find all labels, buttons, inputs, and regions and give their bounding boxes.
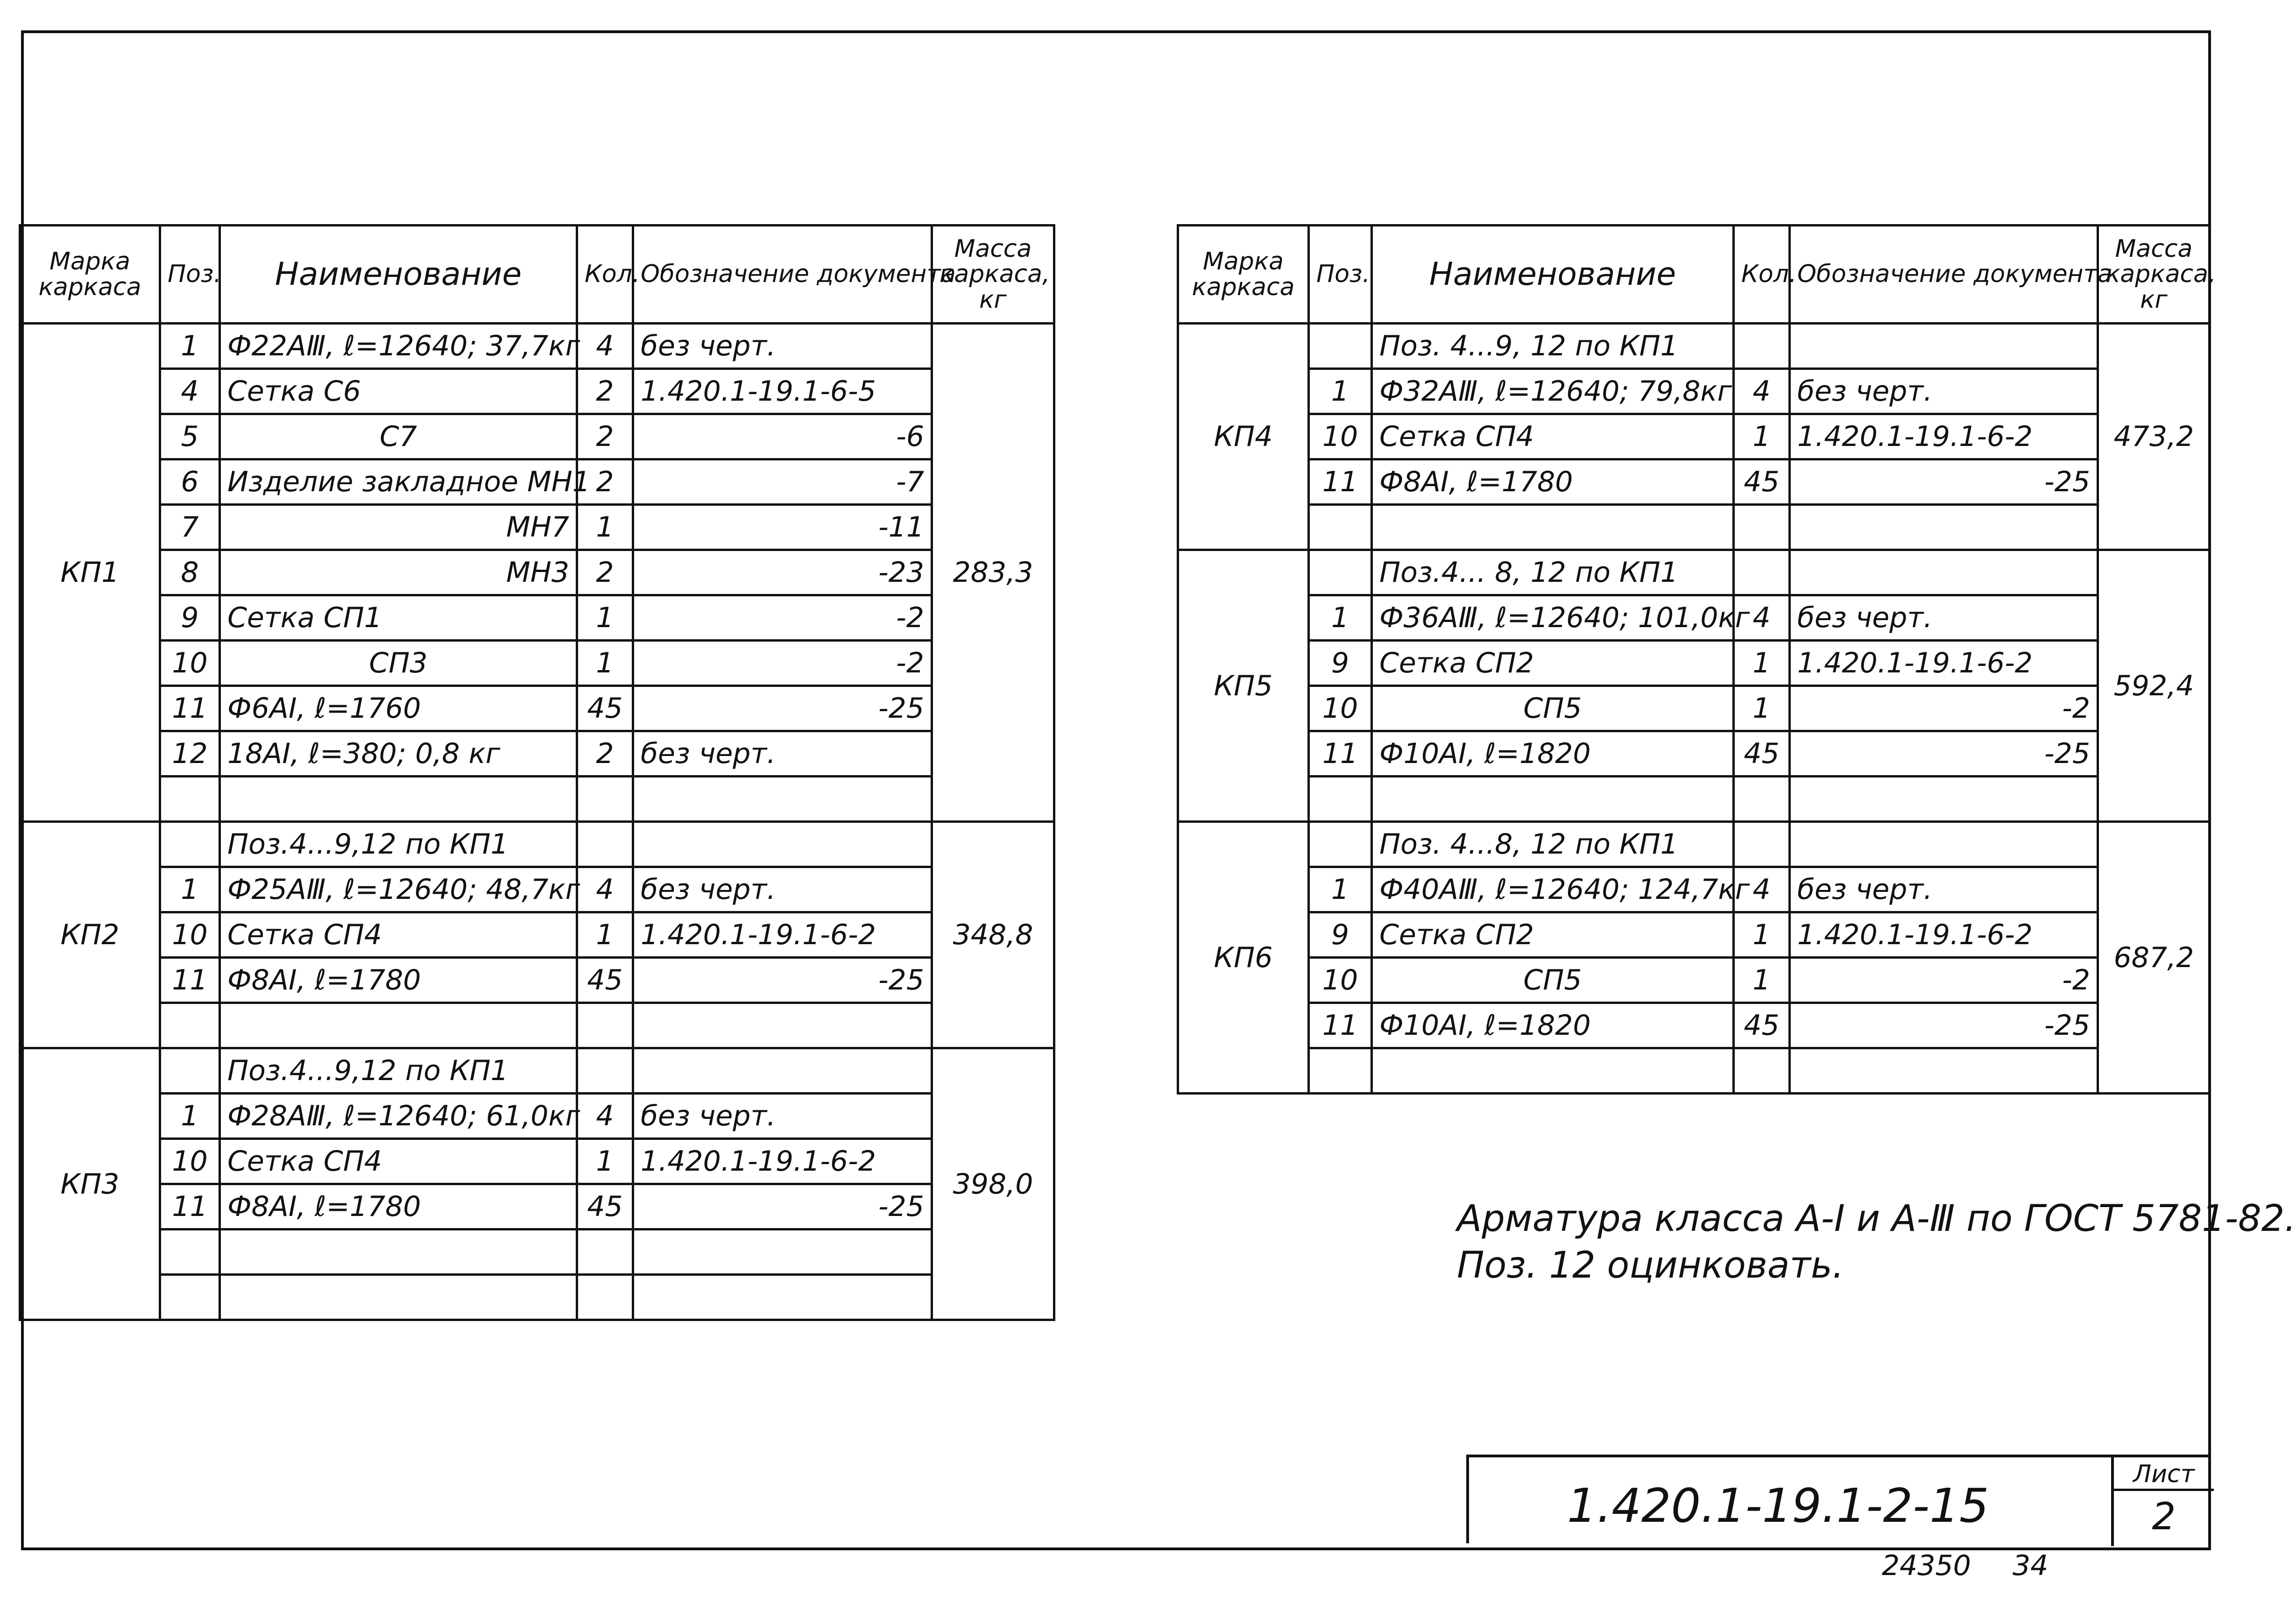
document-cell — [633, 1275, 932, 1320]
name-cell: Поз. 4...8, 12 по КП1 — [1372, 822, 1734, 867]
name-cell: Сетка СП4 — [220, 912, 577, 958]
position-cell — [160, 1229, 220, 1275]
table-row — [1178, 912, 2210, 958]
name-cell: Сетка С6 — [220, 369, 577, 414]
table-row — [20, 1229, 1054, 1275]
document-cell: -23 — [633, 550, 932, 595]
document-cell: -11 — [633, 505, 932, 550]
quantity-cell — [1734, 822, 1790, 867]
document-cell: 1.420.1-19.1-6-2 — [1790, 414, 2098, 459]
position-cell — [1309, 822, 1372, 867]
name-cell: СП5 — [1372, 958, 1734, 1003]
position-cell: 10 — [160, 1139, 220, 1184]
position-cell: 10 — [1309, 414, 1372, 459]
quantity-cell: 1 — [1734, 912, 1790, 958]
name-cell: 18АⅠ, ℓ=380; 0,8 кг — [220, 731, 577, 777]
position-cell: 10 — [1309, 686, 1372, 731]
quantity-cell: 1 — [577, 505, 633, 550]
quantity-cell — [1734, 1048, 1790, 1094]
header-name: Наименование — [1372, 226, 1734, 324]
name-cell — [220, 777, 577, 822]
position-cell: 11 — [160, 1184, 220, 1229]
table-row — [1178, 867, 2210, 912]
note-galvanize: Поз. 12 оцинковать. — [1457, 1244, 1844, 1286]
table-row — [1178, 686, 2210, 731]
quantity-cell — [577, 822, 633, 867]
header-doc: Обозначение документа — [1790, 226, 2098, 324]
quantity-cell: 1 — [577, 595, 633, 641]
table-row — [20, 1003, 1054, 1048]
quantity-cell: 4 — [1734, 867, 1790, 912]
quantity-cell: 2 — [577, 369, 633, 414]
position-cell: 6 — [160, 459, 220, 505]
name-cell: Ф8АⅠ, ℓ=1780 — [1372, 459, 1734, 505]
document-cell — [633, 822, 932, 867]
table-row — [20, 550, 1054, 595]
position-cell — [160, 1048, 220, 1094]
document-cell: 1.420.1-19.1-6-2 — [1790, 912, 2098, 958]
document-cell — [1790, 822, 2098, 867]
document-cell: -2 — [1790, 958, 2098, 1003]
document-cell: 1.420.1-19.1-6-2 — [1790, 641, 2098, 686]
document-cell: -2 — [633, 595, 932, 641]
table-row — [1178, 505, 2210, 550]
sheet-number: 2 — [2152, 1495, 2176, 1538]
table-row — [1178, 459, 2210, 505]
document-cell: 1.420.1-19.1-6-2 — [633, 912, 932, 958]
document-cell — [633, 777, 932, 822]
name-cell — [220, 1003, 577, 1048]
position-cell — [1309, 324, 1372, 369]
frame-mark-cell: КП6 — [1178, 822, 1309, 1094]
quantity-cell: 1 — [577, 641, 633, 686]
document-cell: -2 — [1790, 686, 2098, 731]
name-cell: Ф25АⅢ, ℓ=12640; 48,7кг — [220, 867, 577, 912]
position-cell — [160, 777, 220, 822]
position-cell: 9 — [1309, 912, 1372, 958]
quantity-cell: 1 — [1734, 414, 1790, 459]
table-row — [20, 1094, 1054, 1139]
name-cell: Сетка СП2 — [1372, 912, 1734, 958]
quantity-cell — [577, 1275, 633, 1320]
quantity-cell: 2 — [577, 459, 633, 505]
position-cell — [1309, 550, 1372, 595]
name-cell: Ф10АⅠ, ℓ=1820 — [1372, 1003, 1734, 1048]
document-cell: без черт. — [1790, 595, 2098, 641]
name-cell: СП5 — [1372, 686, 1734, 731]
document-cell: без черт. — [633, 867, 932, 912]
document-cell — [633, 1229, 932, 1275]
table-row — [20, 1139, 1054, 1184]
document-cell: -25 — [1790, 1003, 2098, 1048]
table-row — [1178, 777, 2210, 822]
quantity-cell: 45 — [577, 958, 633, 1003]
name-cell: СП3 — [220, 641, 577, 686]
position-cell: 7 — [160, 505, 220, 550]
document-cell: без черт. — [633, 731, 932, 777]
quantity-cell — [1734, 550, 1790, 595]
name-cell: МН3 — [220, 550, 577, 595]
quantity-cell: 2 — [577, 550, 633, 595]
archive-number: 24350 — [1882, 1549, 1971, 1582]
document-cell: -25 — [1790, 459, 2098, 505]
name-cell: Поз. 4...9, 12 по КП1 — [1372, 324, 1734, 369]
frame-mark-cell: КП5 — [1178, 550, 1309, 822]
quantity-cell: 1 — [577, 912, 633, 958]
name-cell: Сетка СП1 — [220, 595, 577, 641]
frame-mark-cell: КП2 — [20, 822, 160, 1048]
document-cell — [1790, 1048, 2098, 1094]
position-cell: 8 — [160, 550, 220, 595]
document-cell: без черт. — [633, 324, 932, 369]
table-row — [1178, 369, 2210, 414]
name-cell: Сетка СП4 — [220, 1139, 577, 1184]
table-row — [20, 459, 1054, 505]
name-cell: Изделие закладное МН1 — [220, 459, 577, 505]
name-cell: Сетка СП4 — [1372, 414, 1734, 459]
name-cell: С7 — [220, 414, 577, 459]
table-row — [20, 777, 1054, 822]
table-row — [20, 1048, 1054, 1094]
table-row — [20, 958, 1054, 1003]
quantity-cell — [1734, 324, 1790, 369]
quantity-cell: 4 — [577, 867, 633, 912]
quantity-cell: 45 — [1734, 731, 1790, 777]
quantity-cell — [577, 1048, 633, 1094]
quantity-cell: 1 — [1734, 958, 1790, 1003]
frame-mass-cell: 687,2 — [2098, 822, 2210, 1094]
position-cell: 9 — [1309, 641, 1372, 686]
table-row — [20, 369, 1054, 414]
table-row — [20, 867, 1054, 912]
table-row — [1178, 595, 2210, 641]
table-row — [20, 1275, 1054, 1320]
name-cell: МН7 — [220, 505, 577, 550]
page-number: 34 — [2013, 1549, 2049, 1582]
frame-mass-cell: 592,4 — [2098, 550, 2210, 822]
table-row — [20, 414, 1054, 459]
left-spec-table — [19, 224, 1055, 1321]
table-row — [1178, 641, 2210, 686]
sheet-label: Лист — [2114, 1457, 2214, 1491]
quantity-cell: 1 — [1734, 686, 1790, 731]
document-cell — [1790, 777, 2098, 822]
left-table-body — [20, 324, 1054, 1320]
position-cell — [160, 1003, 220, 1048]
quantity-cell — [1734, 777, 1790, 822]
quantity-cell: 4 — [1734, 369, 1790, 414]
document-cell — [1790, 505, 2098, 550]
name-cell: Ф22АⅢ, ℓ=12640; 37,7кг — [220, 324, 577, 369]
document-cell: 1.420.1-19.1-6-2 — [633, 1139, 932, 1184]
position-cell: 5 — [160, 414, 220, 459]
frame-mark-cell: КП4 — [1178, 324, 1309, 550]
table-row — [1178, 550, 2210, 595]
position-cell: 1 — [1309, 867, 1372, 912]
right-table-body — [1178, 324, 2210, 1094]
document-cell: -25 — [633, 686, 932, 731]
name-cell: Поз.4... 8, 12 по КП1 — [1372, 550, 1734, 595]
position-cell: 10 — [160, 641, 220, 686]
name-cell: Ф8АⅠ, ℓ=1780 — [220, 958, 577, 1003]
header-qty: Кол. — [577, 226, 633, 324]
frame-mass-cell: 398,0 — [932, 1048, 1054, 1320]
name-cell — [1372, 1048, 1734, 1094]
position-cell — [160, 1275, 220, 1320]
position-cell: 1 — [160, 1094, 220, 1139]
header-mass: Масса каркаса, кг — [932, 226, 1054, 324]
frame-mark-cell: КП3 — [20, 1048, 160, 1320]
quantity-cell: 4 — [1734, 595, 1790, 641]
table-row — [20, 686, 1054, 731]
quantity-cell: 2 — [577, 414, 633, 459]
header-mark: Марка каркаса — [20, 226, 160, 324]
table-row — [20, 822, 1054, 867]
quantity-cell: 1 — [577, 1139, 633, 1184]
document-code: 1.420.1-19.1-2-15 — [1567, 1478, 1989, 1533]
name-cell: Ф40АⅢ, ℓ=12640; 124,7кг — [1372, 867, 1734, 912]
document-cell — [1790, 324, 2098, 369]
table-row — [1178, 414, 2210, 459]
document-cell — [1790, 550, 2098, 595]
title-block — [1466, 1455, 2211, 1543]
name-cell: Ф10АⅠ, ℓ=1820 — [1372, 731, 1734, 777]
quantity-cell: 4 — [577, 324, 633, 369]
document-cell: без черт. — [633, 1094, 932, 1139]
table-row — [1178, 324, 2210, 369]
position-cell: 11 — [1309, 459, 1372, 505]
table-row — [1178, 731, 2210, 777]
position-cell: 11 — [1309, 1003, 1372, 1048]
position-cell: 10 — [1309, 958, 1372, 1003]
table-row — [20, 595, 1054, 641]
position-cell: 10 — [160, 912, 220, 958]
name-cell — [1372, 505, 1734, 550]
quantity-cell — [577, 1229, 633, 1275]
table-row — [20, 1184, 1054, 1229]
table-row — [20, 641, 1054, 686]
name-cell: Ф8АⅠ, ℓ=1780 — [220, 1184, 577, 1229]
quantity-cell — [577, 777, 633, 822]
position-cell: 1 — [1309, 595, 1372, 641]
name-cell: Поз.4...9,12 по КП1 — [220, 1048, 577, 1094]
quantity-cell: 45 — [577, 1184, 633, 1229]
document-cell: -7 — [633, 459, 932, 505]
document-cell — [633, 1003, 932, 1048]
table-row — [1178, 1003, 2210, 1048]
frame-mark-cell: КП1 — [20, 324, 160, 822]
table-row — [20, 912, 1054, 958]
position-cell: 9 — [160, 595, 220, 641]
name-cell: Ф32АⅢ, ℓ=12640; 79,8кг — [1372, 369, 1734, 414]
table-row — [1178, 1048, 2210, 1094]
sheet-cell — [2111, 1457, 2214, 1546]
document-cell: -25 — [633, 958, 932, 1003]
name-cell: Ф28АⅢ, ℓ=12640; 61,0кг — [220, 1094, 577, 1139]
table-row — [1178, 958, 2210, 1003]
name-cell: Ф6АⅠ, ℓ=1760 — [220, 686, 577, 731]
header-mass: Масса каркаса, кг — [2098, 226, 2210, 324]
name-cell: Поз.4...9,12 по КП1 — [220, 822, 577, 867]
header-qty: Кол. — [1734, 226, 1790, 324]
header-name: Наименование — [220, 226, 577, 324]
name-cell — [220, 1275, 577, 1320]
quantity-cell: 4 — [577, 1094, 633, 1139]
document-cell: 1.420.1-19.1-6-5 — [633, 369, 932, 414]
right-spec-table — [1177, 224, 2216, 1095]
document-cell: без черт. — [1790, 867, 2098, 912]
quantity-cell — [1734, 505, 1790, 550]
document-cell: -6 — [633, 414, 932, 459]
table-row — [20, 731, 1054, 777]
header-pos: Поз. — [1309, 226, 1372, 324]
table-row — [20, 324, 1054, 369]
header-pos: Поз. — [160, 226, 220, 324]
position-cell: 4 — [160, 369, 220, 414]
document-cell — [633, 1048, 932, 1094]
position-cell: 1 — [1309, 369, 1372, 414]
position-cell — [1309, 1048, 1372, 1094]
name-cell: Ф36АⅢ, ℓ=12640; 101,0кг — [1372, 595, 1734, 641]
quantity-cell: 45 — [1734, 1003, 1790, 1048]
header-mark: Марка каркаса — [1178, 226, 1309, 324]
table-row — [1178, 822, 2210, 867]
note-reinforcement-class: Арматура класса А-Ⅰ и А-Ⅲ по ГОСТ 5781-82. — [1457, 1198, 2296, 1240]
position-cell: 12 — [160, 731, 220, 777]
position-cell: 1 — [160, 324, 220, 369]
table-row — [20, 505, 1054, 550]
name-cell: Сетка СП2 — [1372, 641, 1734, 686]
name-cell — [220, 1229, 577, 1275]
quantity-cell: 45 — [1734, 459, 1790, 505]
quantity-cell: 45 — [577, 686, 633, 731]
position-cell — [1309, 505, 1372, 550]
position-cell: 1 — [160, 867, 220, 912]
frame-mass-cell: 348,8 — [932, 822, 1054, 1048]
quantity-cell: 1 — [1734, 641, 1790, 686]
position-cell: 11 — [160, 686, 220, 731]
position-cell — [160, 822, 220, 867]
quantity-cell — [577, 1003, 633, 1048]
document-cell: без черт. — [1790, 369, 2098, 414]
document-cell: -2 — [633, 641, 932, 686]
position-cell: 11 — [160, 958, 220, 1003]
position-cell: 11 — [1309, 731, 1372, 777]
frame-mass-cell: 283,3 — [932, 324, 1054, 822]
frame-mass-cell: 473,2 — [2098, 324, 2210, 550]
quantity-cell: 2 — [577, 731, 633, 777]
document-cell: -25 — [633, 1184, 932, 1229]
header-doc: Обозначение документа — [633, 226, 932, 324]
document-cell: -25 — [1790, 731, 2098, 777]
name-cell — [1372, 777, 1734, 822]
position-cell — [1309, 777, 1372, 822]
